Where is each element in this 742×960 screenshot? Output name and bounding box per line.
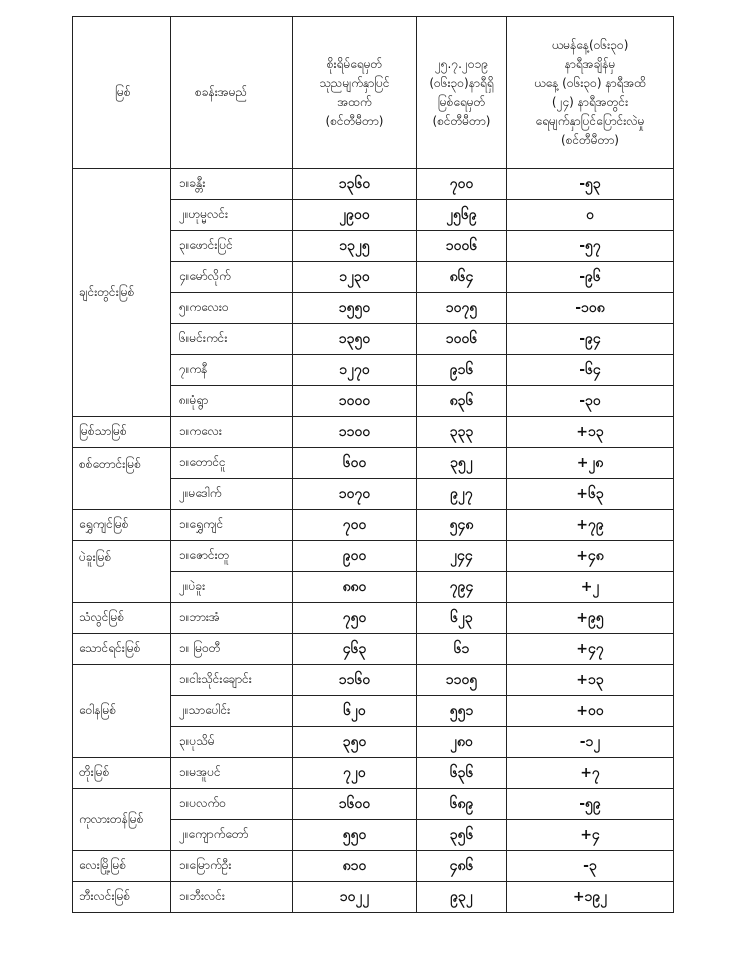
change-value: -၅၉ (507, 789, 674, 820)
station-name: ၁။ဇောင်းတူ (171, 541, 293, 572)
current-level-value: ၁၀၀၆ (417, 324, 507, 355)
current-level-value: ၄၈၆ (417, 851, 507, 882)
river-name: စစ်တောင်းမြစ် (73, 448, 171, 510)
danger-level-value: ၁၀၇၀ (293, 479, 417, 510)
station-name: ၁။တောင်ငူ (171, 448, 293, 479)
river-name: ကုလားတန်မြစ် (73, 789, 171, 851)
station-name: ၁။မအူပင် (171, 758, 293, 789)
danger-level-value: ၁၁၀၀ (293, 417, 417, 448)
change-value: +၆၃ (507, 479, 674, 510)
river-name: မြစ်သာမြစ် (73, 417, 171, 448)
station-name: ၇။ကနီ (171, 355, 293, 386)
current-level-value: ၆၁ (417, 634, 507, 665)
station-name: ၁။ဘီးလင်း (171, 882, 293, 913)
current-level-value: ၈၆၄ (417, 262, 507, 293)
danger-level-value: ၈၁၀ (293, 851, 417, 882)
danger-level-value: ၅၅၀ (293, 820, 417, 851)
header-danger-line: (စင်တီမီတာ) (325, 113, 384, 128)
danger-level-value: ၈၈၀ (293, 572, 417, 603)
header-current-level (417, 17, 507, 169)
current-level-value: ၂၅၆၉ (417, 200, 507, 231)
current-level-value: ၅၅၁ (417, 696, 507, 727)
river-name: သံလွင်မြစ် (73, 603, 171, 634)
station-name: ၂။ပဲခူး (171, 572, 293, 603)
danger-level-value: ၁၃၆၀ (293, 169, 417, 200)
change-value: +၉၅ (507, 603, 674, 634)
danger-level-value: ၁၃၂၅ (293, 231, 417, 262)
header-danger-line: အထက် (337, 94, 372, 109)
station-name: ၁။ငါးသိုင်းချောင်း (171, 665, 293, 696)
station-name: ၁။ရွှေကျင် (171, 510, 293, 541)
current-level-value: ၃၅၆ (417, 820, 507, 851)
current-level-value: ၇၉၄ (417, 572, 507, 603)
current-level-value: ၆၈၉ (417, 789, 507, 820)
danger-level-value: ၁၆၀၀ (293, 789, 417, 820)
danger-level-value: ၁၂၇၀ (293, 355, 417, 386)
station-name: ၄။မော်လိုက် (171, 262, 293, 293)
header-change (507, 17, 674, 169)
table-row (73, 665, 674, 696)
danger-level-value: ၉၀၀ (293, 541, 417, 572)
danger-level-value: ၁၀၀၀ (293, 386, 417, 417)
header-change-line: ယမန်နေ့(၀၆း၃၀) (551, 37, 629, 52)
station-name: ၆။မင်းကင်း (171, 324, 293, 355)
danger-level-value: ၇၅၀ (293, 603, 417, 634)
change-value: -၅၇ (507, 231, 674, 262)
station-name: ၈။မုံရွာ (171, 386, 293, 417)
change-value: ၀ (507, 200, 674, 231)
header-current-line: မြစ်ရေမှတ် (437, 94, 486, 109)
current-level-value: ၂၄၄ (417, 541, 507, 572)
danger-level-value: ၂၉၀၀ (293, 200, 417, 231)
change-value: -၃၀ (507, 386, 674, 417)
change-value: -၉၄ (507, 324, 674, 355)
change-value: +၁၃ (507, 417, 674, 448)
table-row (73, 417, 674, 448)
current-level-value: ၉၃၂ (417, 882, 507, 913)
danger-level-value: ၁၂၃၀ (293, 262, 417, 293)
header-current-line: (၀၆း၃၀)နာရီရှိ (429, 75, 494, 90)
river-name: ဝေါနမြစ် (73, 665, 171, 758)
change-value: +၄၈ (507, 541, 674, 572)
table-row (73, 634, 674, 665)
change-value: +၄ (507, 820, 674, 851)
change-value: +၄၇ (507, 634, 674, 665)
change-value: +၂၈ (507, 448, 674, 479)
change-value: -၁၀၈ (507, 293, 674, 324)
change-value: +၇ (507, 758, 674, 789)
header-danger-level (293, 17, 417, 169)
current-level-value: ၈၃၆ (417, 386, 507, 417)
current-level-value: ၆၃၆ (417, 758, 507, 789)
river-name: ချင်းတွင်းမြစ် (73, 169, 171, 417)
current-level-value: ၃၅၂ (417, 448, 507, 479)
station-name: ၁။ကလေး (171, 417, 293, 448)
danger-level-value: ၁၁၆၀ (293, 665, 417, 696)
table-row (73, 448, 674, 479)
table-row (73, 541, 674, 572)
table-row (73, 758, 674, 789)
header-danger-line: သုညမျက်နှာပြင် (319, 75, 390, 90)
current-level-value: ၅၄၈ (417, 510, 507, 541)
current-level-value: ၉၁၆ (417, 355, 507, 386)
header-change-line: (၂၄) နာရီအတွင်း (551, 94, 629, 109)
current-level-value: ၆၂၃ (417, 603, 507, 634)
current-level-value: ၇၀၀ (417, 169, 507, 200)
table-row (73, 510, 674, 541)
header-change-line: ယနေ့ (၀၆း၃၀) နာရီအထိ (533, 75, 647, 90)
danger-level-value: ၁၃၅၀ (293, 324, 417, 355)
river-name: ပဲခူးမြစ် (73, 541, 171, 603)
river-name: လေးမြို့မြစ် (73, 851, 171, 882)
current-level-value: ၁၀၇၅ (417, 293, 507, 324)
table-row (73, 603, 674, 634)
river-name: တိုးမြစ် (73, 758, 171, 789)
change-value: -၁၂ (507, 727, 674, 758)
station-name: ၂။ကျောက်တော် (171, 820, 293, 851)
river-level-table (72, 16, 674, 913)
header-change-line: နာရီအချိန်မှ (564, 56, 616, 71)
table-row (73, 851, 674, 882)
danger-level-value: ၆၂၀ (293, 696, 417, 727)
header-river: မြစ် (73, 17, 171, 169)
table-body (73, 169, 674, 913)
change-value: +၁၉၂ (507, 882, 674, 913)
change-value: +၇၉ (507, 510, 674, 541)
station-name: ၃။ဖောင်းပြင် (171, 231, 293, 262)
table-row (73, 789, 674, 820)
station-name: ၁။ပလက်ဝ (171, 789, 293, 820)
station-name: ၂။မဒေါက် (171, 479, 293, 510)
current-level-value: ၃၃၃ (417, 417, 507, 448)
danger-level-value: ၄၆၃ (293, 634, 417, 665)
river-name: ဘီးလင်းမြစ် (73, 882, 171, 913)
danger-level-value: ၁၀၂၂ (293, 882, 417, 913)
header-current-line: ၂၅.၇.၂၀၁၉ (434, 56, 489, 71)
station-name: ၂။ဟုမ္မလင်း (171, 200, 293, 231)
current-level-value: ၂၈၀ (417, 727, 507, 758)
current-level-value: ၁၀၀၆ (417, 231, 507, 262)
station-name: ၅။ကလေးဝ (171, 293, 293, 324)
header-row (73, 17, 674, 169)
river-name: သောင်ရင်းမြစ် (73, 634, 171, 665)
change-value: +၀၀ (507, 696, 674, 727)
change-value: -၅၃ (507, 169, 674, 200)
header-change-line: (စင်တီမီတာ) (561, 132, 619, 147)
danger-level-value: ၆၀၀ (293, 448, 417, 479)
header-change-line: ရေမျက်နှာပြင်ပြောင်းလဲမှု (535, 113, 645, 128)
change-value: +၁၃ (507, 665, 674, 696)
river-name: ရွှေကျင်မြစ် (73, 510, 171, 541)
station-name: ၁။ မြဝတီ (171, 634, 293, 665)
change-value: +၂ (507, 572, 674, 603)
station-name: ၁။မြောက်ဦး (171, 851, 293, 882)
change-value: -၃ (507, 851, 674, 882)
station-name: ၁။ဘားအံ (171, 603, 293, 634)
table-row (73, 169, 674, 200)
header-danger-line: စိုးရိမ်ရေမှတ် (326, 56, 383, 71)
change-value: -၉၆ (507, 262, 674, 293)
danger-level-value: ၇၂၀ (293, 758, 417, 789)
header-current-line: (စင်တီမီတာ) (432, 113, 491, 128)
danger-level-value: ၃၅၀ (293, 727, 417, 758)
station-name: ၂။သာပေါင်း (171, 696, 293, 727)
danger-level-value: ၁၅၅၀ (293, 293, 417, 324)
station-name: ၃။ပုသိမ် (171, 727, 293, 758)
current-level-value: ၉၂၇ (417, 479, 507, 510)
table-row (73, 882, 674, 913)
change-value: -၆၄ (507, 355, 674, 386)
danger-level-value: ၇၀၀ (293, 510, 417, 541)
station-name: ၁။ခန္တီး (171, 169, 293, 200)
header-station: စခန်းအမည် (171, 17, 293, 169)
current-level-value: ၁၁၀၅ (417, 665, 507, 696)
